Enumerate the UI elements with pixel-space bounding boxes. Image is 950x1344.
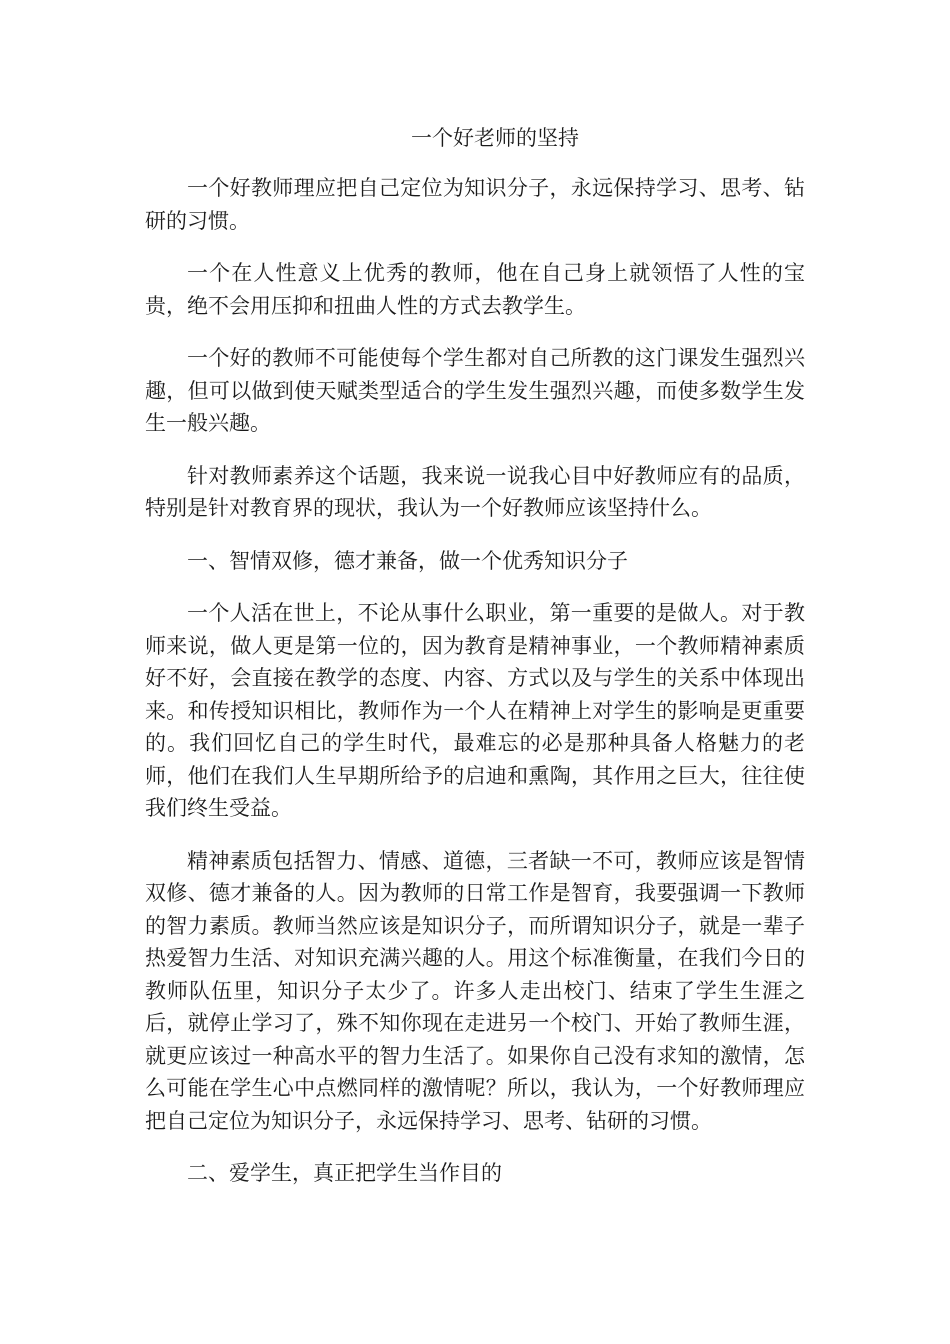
paragraph-5: 一个人活在世上，不论从事什么职业，第一重要的是做人。对于教师来说，做人更是第一位的，因为教育是精神事业，一个教师精神素质好不好，会直接在教学的态度、内容、方式以及与学生的关系中体现出来。和传授知识相比，教师作为一个人在精神上对学生的影响是更重要的。我们回忆自己的学生时代，最难忘的必是那种具备人格魅力的老师，他们在我们人生早期所给予的启迪和熏陶，其作用之巨大，往往使我们终生受益。 — [145, 601, 805, 820]
document-title: 一个好老师的坚持 — [411, 126, 579, 150]
document-body — [145, 122, 805, 1210]
section-heading-1: 一、智情双修，德才兼备，做一个优秀知识分子 — [187, 548, 628, 573]
paragraph-4: 针对教师素养这个话题，我来说一说我心目中好教师应有的品质，特别是针对教育界的现状，我认为一个好教师应该坚持什么。 — [145, 463, 805, 520]
section-heading-2: 二、爱学生，真正把学生当作目的 — [187, 1161, 502, 1185]
paragraph-6: 精神素质包括智力、情感、道德，三者缺一不可，教师应该是智情双修、德才兼备的人。因为教师的日常工作是智育，我要强调一下教师的智力素质。教师当然应该是知识分子，而所谓知识分子，就是一辈子热爱智力生活、对知识充满兴趣的人。用这个标准衡量，在我们今日的教师队伍里，知识分子太少了。许多人走出校门、结束了学生生涯之后，就停止学习了，殊不知你现在走进另一个校门、开始了教师生涯，就更应该过一种高水平的智力生活了。如果你自己没有求知的激情，怎么可能在学生心中点燃同样的激情呢？所以，我认为，一个好教师理应把自己定位为知识分子，永远保持学习、思考、钻研的习惯。 — [145, 848, 805, 1133]
paragraph-1: 一个好教师理应把自己定位为知识分子，永远保持学习、思考、钻研的习惯。 — [145, 176, 805, 233]
paragraph-3: 一个好的教师不可能使每个学生都对自己所教的这门课发生强烈兴趣，但可以做到使天赋类型适合的学生发生强烈兴趣，而使多数学生发生一般兴趣。 — [145, 346, 805, 435]
paragraph-2: 一个在人性意义上优秀的教师，他在自己身上就领悟了人性的宝贵，绝不会用压抑和扭曲人性的方式去教学生。 — [145, 261, 805, 318]
